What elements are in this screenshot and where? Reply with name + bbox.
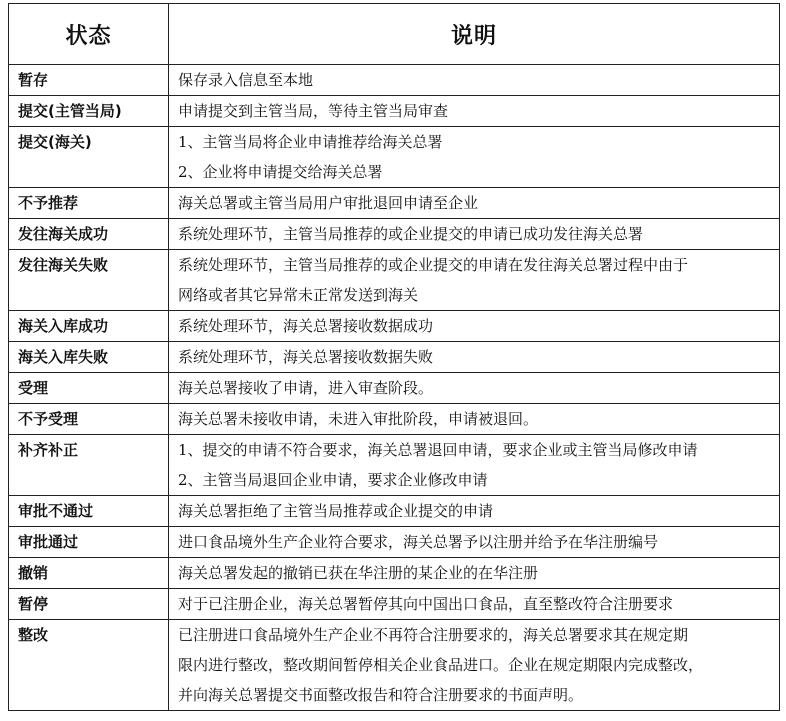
status-cell: 撤销 — [9, 558, 169, 589]
table-row — [9, 65, 780, 96]
status-cell: 整改 — [9, 620, 169, 711]
description-cell — [169, 496, 780, 527]
description-line: 海关总署发起的撤销已获在华注册的某企业的在华注册 — [178, 564, 539, 582]
table-row — [9, 311, 780, 342]
table-row — [9, 527, 780, 558]
description-line: 对于已注册企业，海关总署暂停其向中国出口食品，直至整改符合注册要求 — [178, 595, 674, 613]
description-cell — [169, 558, 780, 589]
description-line: 申请提交到主管当局，等待主管当局审查 — [178, 102, 449, 120]
description-cell — [169, 342, 780, 373]
description-line: 1、提交的申请不符合要求，海关总署退回申请，要求企业或主管当局修改申请 — [178, 441, 698, 459]
table-row — [9, 219, 780, 250]
description-line: 系统处理环节，海关总署接收数据失败 — [178, 348, 434, 366]
status-cell: 提交(海关) — [9, 127, 169, 188]
table-row — [9, 127, 780, 188]
status-cell: 海关入库成功 — [9, 311, 169, 342]
description-line: 已注册进口食品境外生产企业不再符合注册要求的，海关总署要求其在规定期 — [178, 626, 689, 644]
status-table — [8, 3, 780, 711]
status-cell: 审批通过 — [9, 527, 169, 558]
description-cell — [169, 620, 780, 711]
table-row — [9, 620, 780, 711]
table-row — [9, 558, 780, 589]
status-cell: 不予推荐 — [9, 188, 169, 219]
description-cell — [169, 127, 780, 188]
description-cell — [169, 219, 780, 250]
description-line: 2、企业将申请提交给海关总署 — [178, 163, 383, 181]
table-header-row — [9, 4, 780, 65]
table-row — [9, 342, 780, 373]
description-line: 海关总署未接收申请，未进入审批阶段，申请被退回。 — [178, 410, 539, 428]
description-cell — [169, 311, 780, 342]
description-column-header: 说明 — [169, 4, 780, 65]
description-line: 限内进行整改，整改期间暂停相关企业食品进口。企业在规定期限内完成整改， — [178, 656, 704, 674]
description-line: 1、主管当局将企业申请推荐给海关总署 — [178, 133, 443, 151]
table-row — [9, 373, 780, 404]
description-line: 系统处理环节，海关总署接收数据成功 — [178, 317, 434, 335]
status-cell: 海关入库失败 — [9, 342, 169, 373]
table-row — [9, 496, 780, 527]
description-cell — [169, 65, 780, 96]
description-line: 并向海关总署提交书面整改报告和符合注册要求的书面声明。 — [178, 686, 584, 704]
table-row — [9, 435, 780, 496]
description-cell — [169, 404, 780, 435]
status-cell: 暂存 — [9, 65, 169, 96]
status-column-header: 状态 — [9, 4, 169, 65]
status-cell: 发往海关成功 — [9, 219, 169, 250]
description-cell — [169, 435, 780, 496]
status-cell: 补齐补正 — [9, 435, 169, 496]
description-line: 海关总署拒绝了主管当局推荐或企业提交的申请 — [178, 502, 494, 520]
description-line: 系统处理环节，主管当局推荐的或企业提交的申请已成功发往海关总署 — [178, 225, 644, 243]
table-row — [9, 250, 780, 311]
status-cell: 受理 — [9, 373, 169, 404]
status-cell: 审批不通过 — [9, 496, 169, 527]
status-cell: 暂停 — [9, 589, 169, 620]
table-body — [9, 65, 780, 711]
description-line: 2、主管当局退回企业申请，要求企业修改申请 — [178, 471, 488, 489]
status-cell: 发往海关失败 — [9, 250, 169, 311]
description-cell — [169, 188, 780, 219]
description-line: 海关总署或主管当局用户审批退回申请至企业 — [178, 194, 479, 212]
description-line: 网络或者其它异常未正常发送到海关 — [178, 286, 419, 304]
description-cell — [169, 589, 780, 620]
status-cell: 提交(主管当局) — [9, 96, 169, 127]
table-row — [9, 589, 780, 620]
description-line: 海关总署接收了申请，进入审查阶段。 — [178, 379, 434, 397]
description-cell — [169, 527, 780, 558]
description-cell — [169, 250, 780, 311]
description-line: 保存录入信息至本地 — [178, 71, 314, 89]
description-cell — [169, 373, 780, 404]
table-row — [9, 188, 780, 219]
status-cell: 不予受理 — [9, 404, 169, 435]
description-cell — [169, 96, 780, 127]
description-line: 系统处理环节，主管当局推荐的或企业提交的申请在发往海关总署过程中由于 — [178, 256, 689, 274]
table-row — [9, 404, 780, 435]
description-line: 进口食品境外生产企业符合要求，海关总署予以注册并给予在华注册编号 — [178, 533, 659, 551]
table-row — [9, 96, 780, 127]
